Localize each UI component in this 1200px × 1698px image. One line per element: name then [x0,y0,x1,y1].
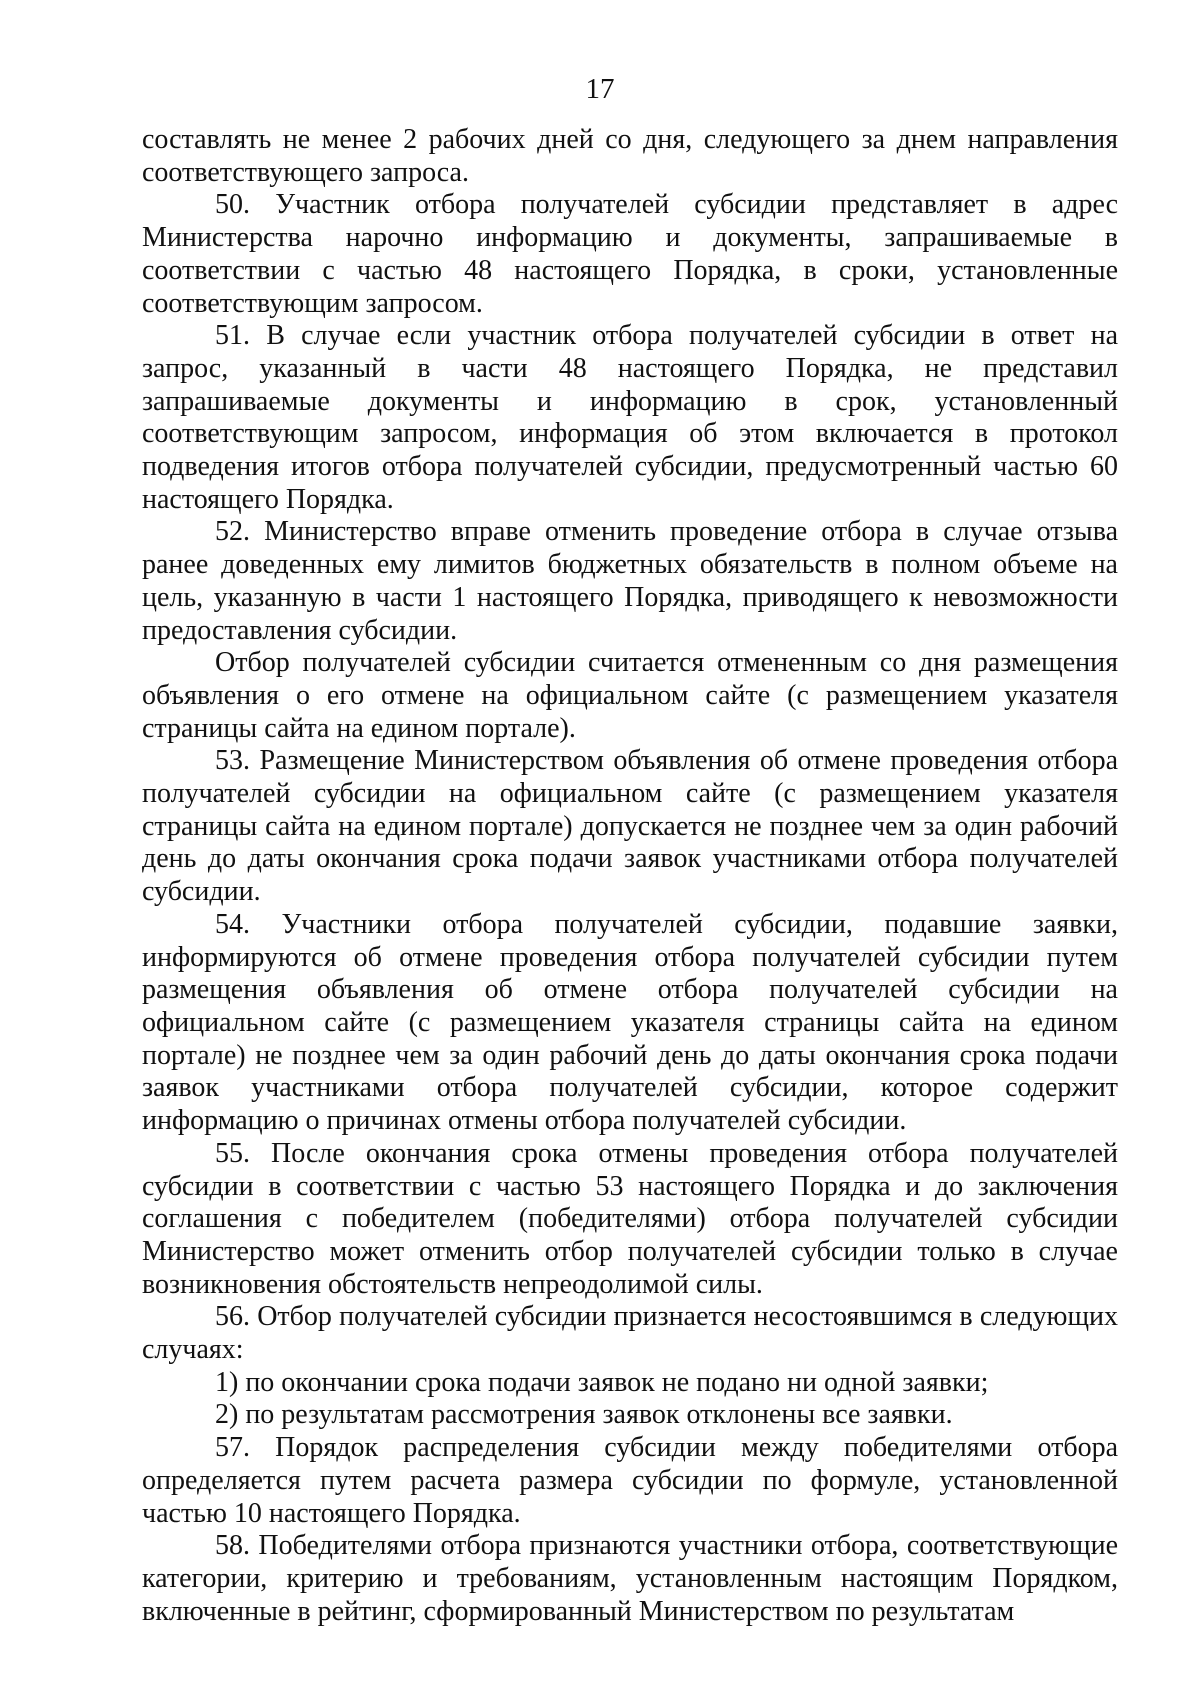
paragraph-58: 58. Победителями отбора признаются участники отбора, соответствующие категории, критерию и требованиям, установленным настоящим Порядком, включенные в рейтинг, сформированный Министерством по результатам [142,1530,1118,1627]
paragraph-51: 51. В случае если участник отбора получателей субсидии в ответ на запрос, указанный в части 48 настоящего Порядка, не представил запрашиваемые документы и информацию в срок, установленный соответствующим запросом, информация об этом включается в протокол подведения итогов отбора получателей субсидии, предусмотренный частью 60 настоящего Порядка. [142,320,1118,515]
paragraph-continuation: составлять не менее 2 рабочих дней со дня, следующего за днем направления соответствующего запроса. [142,124,1118,188]
paragraph-52-cancellation: Отбор получателей субсидии считается отмененным со дня размещения объявления о его отмене на официальном сайте (с размещением указателя страницы сайта на едином портале). [142,647,1118,744]
paragraph-53: 53. Размещение Министерством объявления об отмене проведения отбора получателей субсидии на официальном сайте (с размещением указателя страницы сайта на едином портале) допускается не позднее чем за один рабочий день до даты окончания срока подачи заявок участниками отбора получателей субсидии. [142,745,1118,908]
paragraph-56-item-1: 1) по окончании срока подачи заявок не подано ни одной заявки; [215,1366,989,1398]
paragraph-54: 54. Участники отбора получателей субсидии, подавшие заявки, информируются об отмене проведения отбора получателей субсидии путем размещения объявления об отмене отбора получателей субсидии на официальном сайте (с размещением указателя страницы сайта на едином портале) не позднее чем за один рабочий день до даты окончания срока подачи заявок участниками отбора получателей субсидии, которое содержит информацию о причинах отмены отбора получателей субсидии. [142,908,1118,1137]
paragraph-55: 55. После окончания срока отмены проведения отбора получателей субсидии в соответствии с частью 53 настоящего Порядка и до заключения соглашения с победителем (победителями) отбора получателей субсидии Министерство может отменить отбор получателей субсидии только в случае возникновения обстоятельств непреодолимой силы. [142,1137,1118,1300]
paragraph-56: 56. Отбор получателей субсидии признается несостоявшимся в следующих случаях: [142,1301,1118,1366]
page-number: 17 [585,73,615,105]
paragraph-50: 50. Участник отбора получателей субсидии представляет в адрес Министерства нарочно информацию и документы, запрашиваемые в соответствии с частью 48 настоящего Порядка, в сроки, установленные соответствующим запросом. [142,189,1118,319]
document-body [142,124,1118,1628]
paragraph-56-item-2: 2) по результатам рассмотрения заявок отклонены все заявки. [215,1399,953,1431]
paragraph-57: 57. Порядок распределения субсидии между победителями отбора определяется путем расчета размера субсидии по формуле, установленной частью 10 настоящего Порядка. [142,1432,1118,1529]
paragraph-52: 52. Министерство вправе отменить проведение отбора в случае отзыва ранее доведенных ему лимитов бюджетных обязательств в полном объеме на цель, указанную в части 1 настоящего Порядка, приводящего к невозможности предоставления субсидии. [142,516,1118,646]
